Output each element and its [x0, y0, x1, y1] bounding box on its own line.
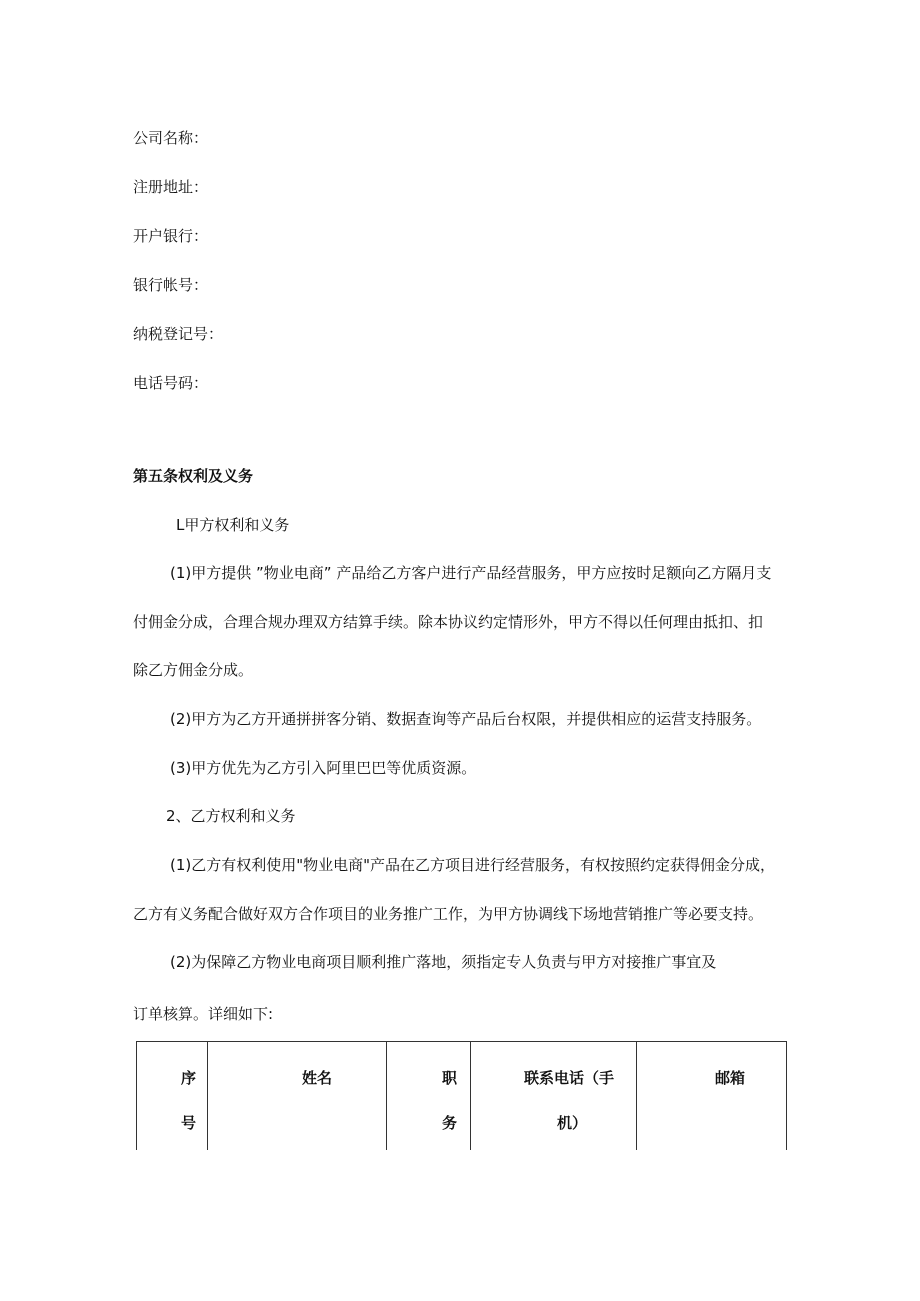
bank-account-label: 银行帐号： [133, 276, 209, 294]
registered-address-label: 注册地址： [133, 178, 209, 196]
company-name-label: 公司名称： [133, 129, 209, 147]
phone-label: 电话号码： [133, 374, 209, 392]
header-phone-line2: 机） [557, 1114, 588, 1132]
party-a-item1-line2: 付佣金分成，合理合规办理双方结算手续。除本协议约定情形外，甲方不得以任何理由抵扣、扣 [133, 613, 764, 631]
header-cell-email [637, 1042, 787, 1151]
party-b-heading: 2、乙方权利和义务 [166, 807, 296, 825]
header-name: 姓名 [302, 1069, 333, 1087]
header-cell-phone [471, 1042, 637, 1151]
party-b-item1-line2: 乙方有义务配合做好双方合作项目的业务推广工作，为甲方协调线下场地营销推广等必要支持。 [133, 905, 764, 923]
party-b-item1-line1: (1)乙方有权利使用"物业电商"产品在乙方项目进行经营服务，有权按照约定获得佣金分成， [170, 856, 776, 874]
contacts-table [136, 1041, 787, 1150]
header-position-line2: 务 [442, 1114, 458, 1132]
party-b-item2-line1: (2)为保障乙方物业电商项目顺利推广落地，须指定专人负责与甲方对接推广事宜及 [170, 953, 717, 971]
party-a-heading: L甲方权利和义务 [176, 516, 290, 534]
header-cell-index [137, 1042, 208, 1151]
header-index-line2: 号 [181, 1114, 197, 1132]
party-a-item2: (2)甲方为乙方开通拼拼客分销、数据查询等产品后台权限，并提供相应的运营支持服务。 [170, 710, 762, 728]
party-a-item3: (3)甲方优先为乙方引入阿里巴巴等优质资源。 [170, 759, 477, 777]
header-cell-position [387, 1042, 471, 1151]
party-b-item2-line2: 订单核算。详细如下: [133, 1005, 274, 1023]
table-header-row [137, 1042, 787, 1151]
header-cell-name [208, 1042, 387, 1151]
header-email: 邮箱 [715, 1069, 746, 1087]
bank-label: 开户银行： [133, 227, 209, 245]
header-position-line1: 职 [442, 1069, 458, 1087]
article-title: 第五条权利及义务 [133, 467, 254, 485]
party-a-item1-line1: (1)甲方提供 ”物业电商” 产品给乙方客户进行产品经营服务，甲方应按时足额向乙方隔月支 [170, 564, 772, 582]
tax-number-label: 纳税登记号： [133, 325, 224, 343]
header-index-line1: 序 [181, 1069, 197, 1087]
header-phone-line1: 联系电话（手 [524, 1069, 615, 1087]
party-a-item1-line3: 除乙方佣金分成。 [133, 661, 254, 679]
